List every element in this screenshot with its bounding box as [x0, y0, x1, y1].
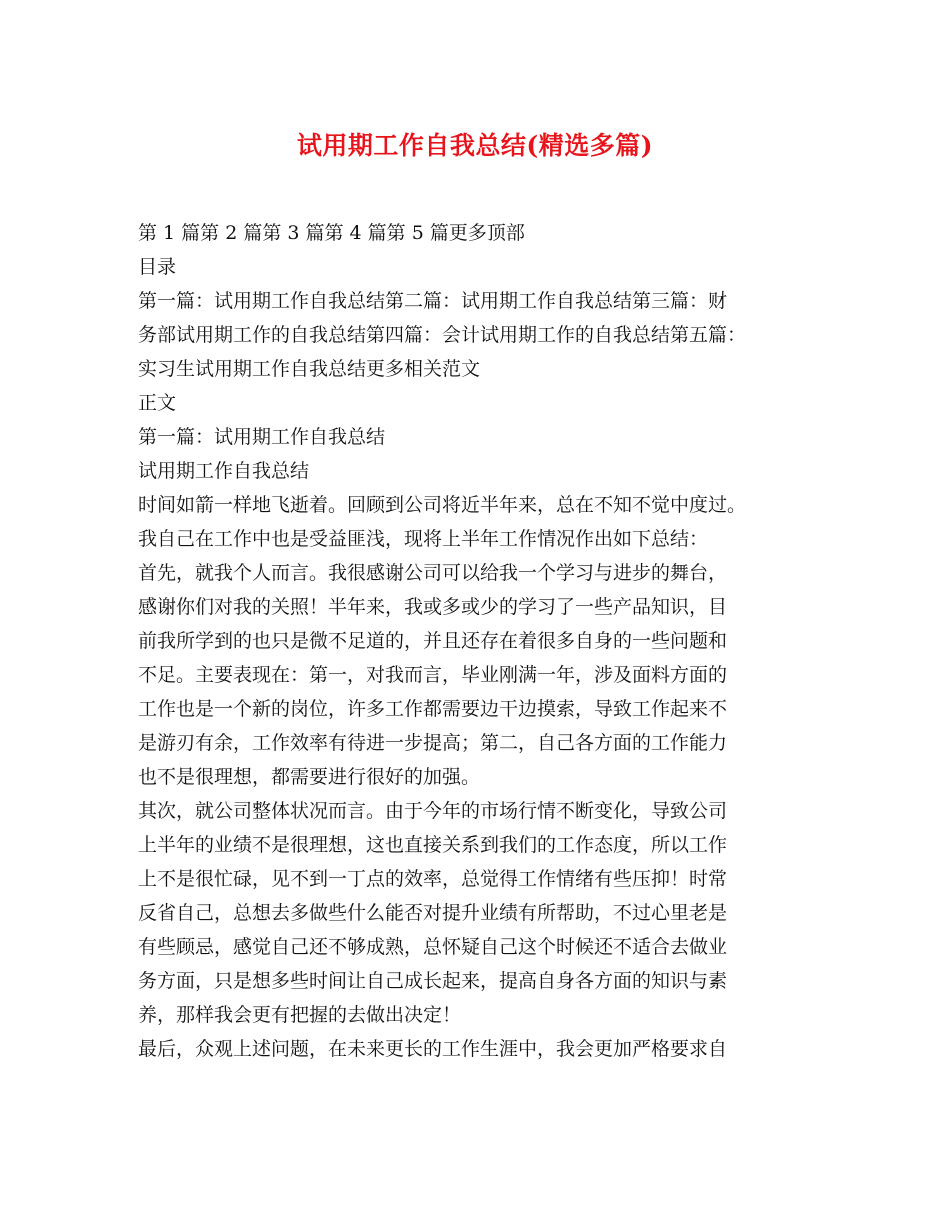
text-line: 是游刃有余，工作效率有待进一步提高；第二，自己各方面的工作能力 — [138, 732, 728, 754]
text-line: 我自己在工作中也是受益匪浅，现将上半年工作情况作出如下总结： — [138, 528, 709, 550]
text-line: 时间如箭一样地飞逝着。回顾到公司将近半年来，总在不知不觉中度过。 — [138, 494, 747, 516]
text-line-subtitle: 试用期工作自我总结 — [138, 460, 310, 482]
text-line: 上半年的业绩不是很理想，这也直接关系到我们的工作态度，所以工作 — [138, 834, 728, 856]
text-line: 首先，就我个人而言。我很感谢公司可以给我一个学习与进步的舞台， — [138, 562, 728, 584]
text-line: 前我所学到的也只是微不足道的，并且还存在着很多自身的一些问题和 — [138, 630, 728, 652]
text-line: 有些顾忌，感觉自己还不够成熟，总怀疑自己这个时候还不适合去做业 — [138, 936, 728, 958]
text-line: 其次，就公司整体状况而言。由于今年的市场行情不断变化，导致公司 — [138, 800, 728, 822]
text-line-toc-heading: 目录 — [138, 256, 177, 278]
text-line: 感谢你们对我的关照！半年来，我或多或少的学习了一些产品知识，目 — [138, 596, 728, 618]
text-line: 不足。主要表现在：第一，对我而言，毕业刚满一年，涉及面料方面的 — [138, 664, 728, 686]
document-title: 试用期工作自我总结(精选多篇) — [296, 131, 654, 160]
text-line-toc-1: 第一篇：试用期工作自我总结第二篇：试用期工作自我总结第三篇：财 — [138, 290, 728, 312]
text-line-section-heading: 第一篇：试用期工作自我总结 — [138, 426, 386, 448]
text-line: 反省自己，总想去多做些什么能否对提升业绩有所帮助，不过心里老是 — [138, 902, 728, 924]
text-line: 上不是很忙碌，见不到一丁点的效率，总觉得工作情绪有些压抑！时常 — [138, 868, 728, 890]
text-line-toc-2: 务部试用期工作的自我总结第四篇：会计试用期工作的自我总结第五篇： — [138, 324, 747, 346]
document-body — [138, 216, 828, 1066]
text-line: 养，那样我会更有把握的去做出决定！ — [138, 1004, 462, 1026]
text-line: 最后，众观上述问题，在未来更长的工作生涯中，我会更加严格要求自 — [138, 1038, 728, 1060]
text-line-body-heading: 正文 — [138, 392, 177, 414]
text-line: 务方面，只是想多些时间让自己成长起来，提高自身各方面的知识与素 — [138, 970, 728, 992]
text-line: 工作也是一个新的岗位，许多工作都需要边干边摸索，导致工作起来不 — [138, 698, 728, 720]
text-line-toc-3: 实习生试用期工作自我总结更多相关范文 — [138, 358, 481, 380]
text-line: 也不是很理想，都需要进行很好的加强。 — [138, 766, 481, 788]
text-line-nav: 第 1 篇第 2 篇第 3 篇第 4 篇第 5 篇更多顶部 — [138, 222, 525, 244]
